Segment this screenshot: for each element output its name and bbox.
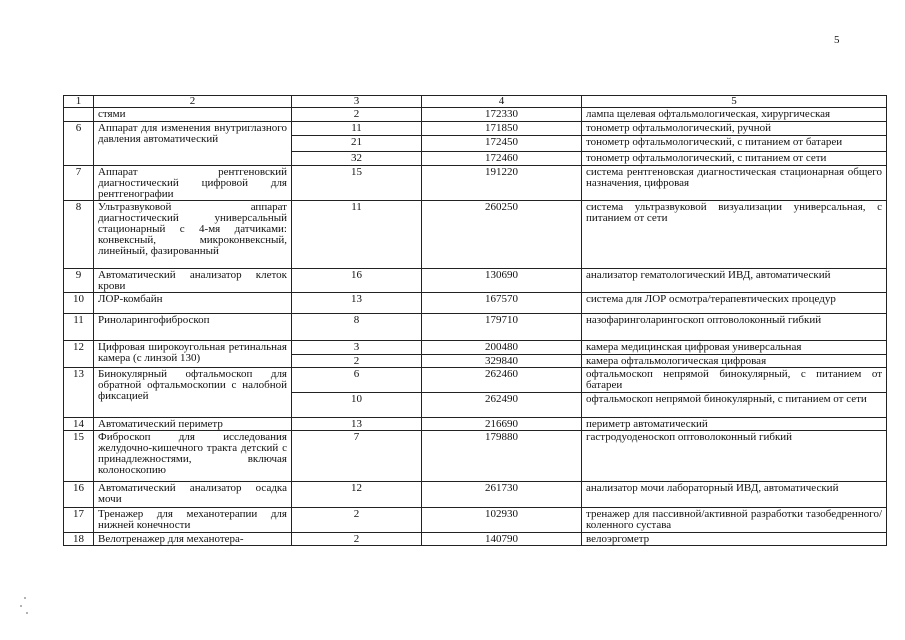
type-code: 7 [292, 431, 422, 482]
nomenclature-code: 140790 [422, 533, 582, 546]
nomenclature-name: велоэргометр [582, 533, 887, 546]
nomenclature-code: 172460 [422, 152, 582, 166]
nomenclature-name: тонометр офтальмологический, с питанием от батареи [582, 136, 887, 152]
nomenclature-name: офтальмоскоп непрямой бинокулярный, с питанием от батареи [582, 368, 887, 393]
equipment-name: Фиброскоп для исследования желудочно-кишечного тракта детский с принадлежностями, включая колоноскопию [94, 431, 292, 482]
row-number: 13 [64, 368, 94, 418]
table-row [64, 508, 887, 533]
table-row [64, 341, 887, 355]
table-row [64, 108, 887, 122]
column-header: 4 [422, 96, 582, 108]
page-number: 5 [834, 34, 840, 46]
type-code: 11 [292, 201, 422, 269]
equipment-name: Риноларингофиброскоп [94, 314, 292, 341]
type-code: 2 [292, 108, 422, 122]
column-header: 5 [582, 96, 887, 108]
column-header: 2 [94, 96, 292, 108]
table-row [64, 314, 887, 341]
type-code: 3 [292, 341, 422, 355]
row-number: 9 [64, 269, 94, 293]
nomenclature-name: система для ЛОР осмотра/терапевтических процедур [582, 293, 887, 314]
nomenclature-code: 262460 [422, 368, 582, 393]
table-row [64, 201, 887, 269]
nomenclature-name: гастродуоденоскоп оптоволоконный гибкий [582, 431, 887, 482]
equipment-table [63, 95, 887, 546]
type-code: 10 [292, 393, 422, 418]
row-number: 14 [64, 418, 94, 431]
equipment-name: ЛОР-комбайн [94, 293, 292, 314]
table-row [64, 482, 887, 508]
type-code: 13 [292, 293, 422, 314]
column-header: 3 [292, 96, 422, 108]
nomenclature-code: 179710 [422, 314, 582, 341]
equipment-name: Бинокулярный офтальмоскоп для обратной офтальмоскопии с налобной фиксацией [94, 368, 292, 418]
type-code: 8 [292, 314, 422, 341]
equipment-name: Автоматический периметр [94, 418, 292, 431]
nomenclature-name: камера медицинская цифровая универсальная [582, 341, 887, 355]
scan-artifact [24, 597, 26, 599]
table-row [64, 293, 887, 314]
type-code: 6 [292, 368, 422, 393]
nomenclature-name: камера офтальмологическая цифровая [582, 355, 887, 368]
nomenclature-name: система ультразвуковой визуализации универсальная, с питанием от сети [582, 201, 887, 269]
type-code: 11 [292, 122, 422, 136]
row-number: 18 [64, 533, 94, 546]
table-row [64, 269, 887, 293]
nomenclature-code: 191220 [422, 166, 582, 201]
scan-artifact [20, 605, 22, 607]
type-code: 2 [292, 533, 422, 546]
row-number: 16 [64, 482, 94, 508]
scan-artifact [26, 612, 28, 614]
nomenclature-name: офтальмоскоп непрямой бинокулярный, с питанием от сети [582, 393, 887, 418]
type-code: 15 [292, 166, 422, 201]
row-number: 7 [64, 166, 94, 201]
row-number: 10 [64, 293, 94, 314]
row-number: 11 [64, 314, 94, 341]
type-code: 21 [292, 136, 422, 152]
row-number [64, 108, 94, 122]
nomenclature-code: 200480 [422, 341, 582, 355]
equipment-name: Тренажер для механотерапии для нижней конечности [94, 508, 292, 533]
row-number: 6 [64, 122, 94, 166]
nomenclature-code: 130690 [422, 269, 582, 293]
nomenclature-code: 171850 [422, 122, 582, 136]
nomenclature-code: 216690 [422, 418, 582, 431]
row-number: 8 [64, 201, 94, 269]
nomenclature-name: тонометр офтальмологический, с питанием от сети [582, 152, 887, 166]
nomenclature-code: 262490 [422, 393, 582, 418]
equipment-name: Автоматический анализатор клеток крови [94, 269, 292, 293]
type-code: 16 [292, 269, 422, 293]
row-number: 12 [64, 341, 94, 368]
equipment-name: Велотренажер для механотера- [94, 533, 292, 546]
type-code: 2 [292, 355, 422, 368]
table-row [64, 533, 887, 546]
nomenclature-name: лампа щелевая офтальмологическая, хирургическая [582, 108, 887, 122]
equipment-name: Цифровая широкоугольная ретинальная камера (с линзой 130) [94, 341, 292, 368]
table-row [64, 418, 887, 431]
equipment-name: стями [94, 108, 292, 122]
nomenclature-name: система рентгеновская диагностическая стационарная общего назначения, цифровая [582, 166, 887, 201]
type-code: 12 [292, 482, 422, 508]
table-row [64, 368, 887, 393]
type-code: 2 [292, 508, 422, 533]
type-code: 13 [292, 418, 422, 431]
table-row [64, 431, 887, 482]
row-number: 15 [64, 431, 94, 482]
nomenclature-name: тренажер для пассивной/активной разработки тазобедренного/коленного сустава [582, 508, 887, 533]
nomenclature-name: периметр автоматический [582, 418, 887, 431]
equipment-name: Ультразвуковой аппарат диагностический универсальный стационарный с 4-мя датчиками: конвексный, микроконвексный, линейный, фазированный [94, 201, 292, 269]
row-number: 17 [64, 508, 94, 533]
equipment-name: Аппарат для изменения внутриглазного давления автоматический [94, 122, 292, 166]
table-header-row [64, 96, 887, 108]
nomenclature-code: 329840 [422, 355, 582, 368]
type-code: 32 [292, 152, 422, 166]
equipment-name: Автоматический анализатор осадка мочи [94, 482, 292, 508]
column-header: 1 [64, 96, 94, 108]
nomenclature-code: 172450 [422, 136, 582, 152]
nomenclature-name: анализатор мочи лабораторный ИВД, автоматический [582, 482, 887, 508]
nomenclature-code: 260250 [422, 201, 582, 269]
table-row [64, 166, 887, 201]
table-row [64, 122, 887, 136]
nomenclature-name: назофаринголарингоскоп оптоволоконный гибкий [582, 314, 887, 341]
nomenclature-code: 167570 [422, 293, 582, 314]
nomenclature-name: анализатор гематологический ИВД, автоматический [582, 269, 887, 293]
nomenclature-code: 102930 [422, 508, 582, 533]
equipment-name: Аппарат рентгеновский диагностический цифровой для рентгенографии [94, 166, 292, 201]
nomenclature-code: 172330 [422, 108, 582, 122]
nomenclature-name: тонометр офтальмологический, ручной [582, 122, 887, 136]
nomenclature-code: 179880 [422, 431, 582, 482]
nomenclature-code: 261730 [422, 482, 582, 508]
